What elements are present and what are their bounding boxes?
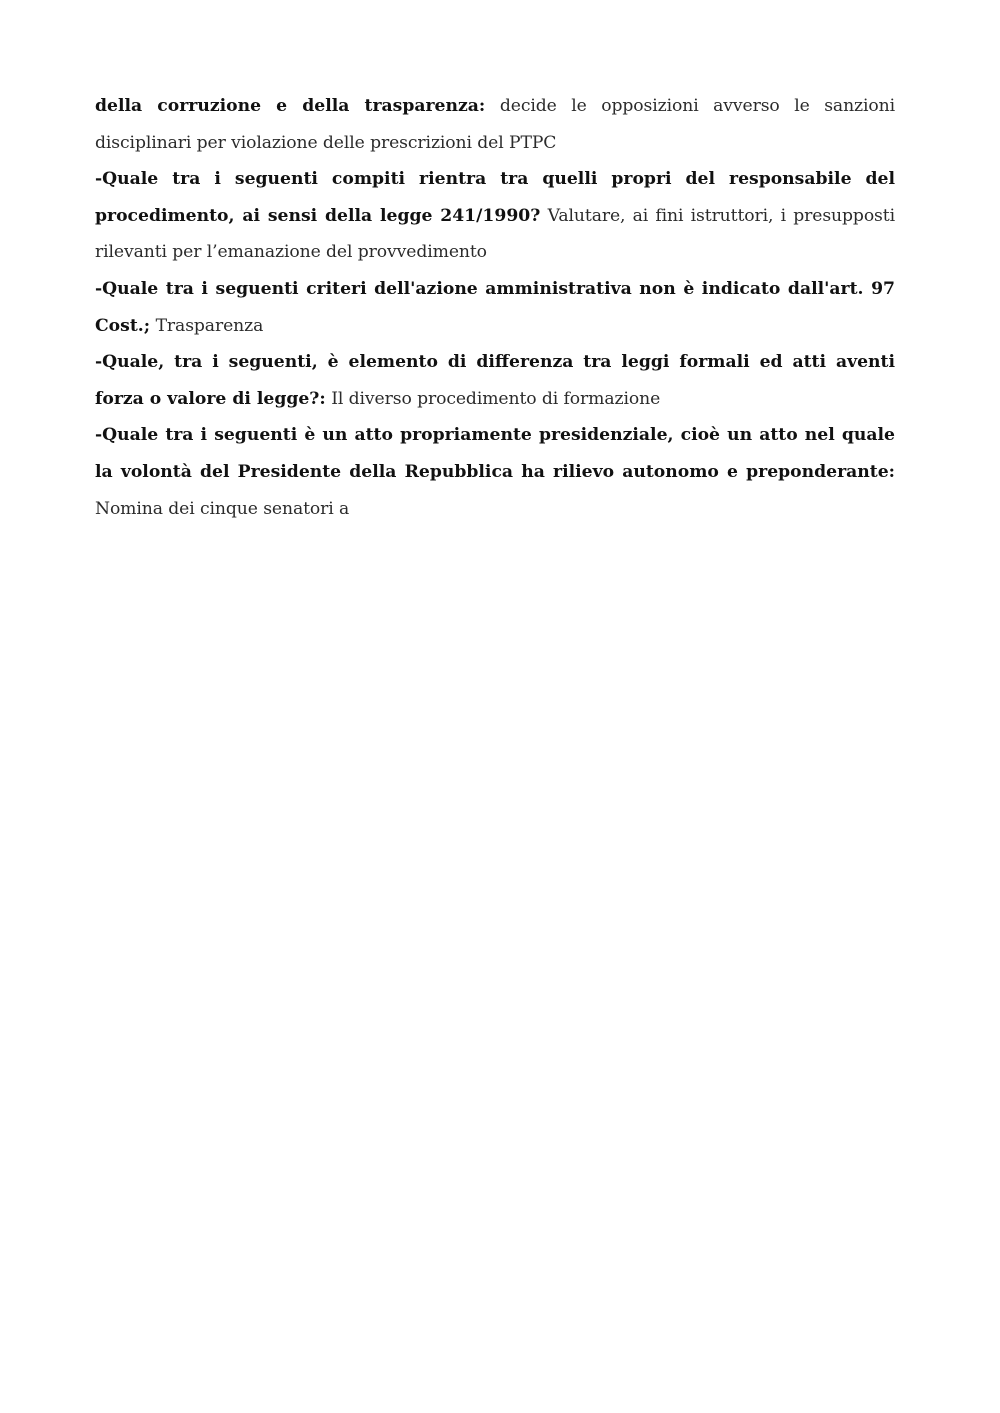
answer-text: decide le opposizioni avverso le sanzioni disciplinari per violazione delle prescrizioni del PTPC bbox=[95, 96, 895, 153]
question-text: della corruzione e della trasparenza: bbox=[95, 96, 486, 116]
question-text: -Quale tra i seguenti compiti rientra tra quelli propri del responsabile del procedimento, ai sensi della legge 241/1990? bbox=[95, 169, 895, 226]
qa-entry bbox=[95, 344, 895, 417]
question-text: -Quale tra i seguenti è un atto propriamente presidenziale, cioè un atto nel quale la volontà del Presidente della Repubblica ha rilievo autonomo e preponderante: bbox=[95, 425, 895, 482]
qa-entry bbox=[95, 161, 895, 271]
answer-text: Trasparenza bbox=[155, 315, 264, 336]
answer-text: Valutare, ai fini istruttori, i presupposti rilevanti per l’emanazione del provvedimento bbox=[95, 205, 895, 263]
question-text: -Quale, tra i seguenti, è elemento di differenza tra leggi formali ed atti aventi forza o valore di legge?: bbox=[95, 352, 895, 409]
answer-text: Nomina dei cinque senatori a bbox=[95, 498, 350, 519]
answer-text: Il diverso procedimento di formazione bbox=[331, 388, 661, 409]
qa-entry bbox=[95, 271, 895, 344]
qa-entry bbox=[95, 417, 895, 527]
question-text: -Quale tra i seguenti criteri dell'azione amministrativa non è indicato dall'art. 97 Cost.; bbox=[95, 278, 895, 336]
qa-entry bbox=[95, 88, 895, 161]
document-body bbox=[95, 88, 895, 527]
